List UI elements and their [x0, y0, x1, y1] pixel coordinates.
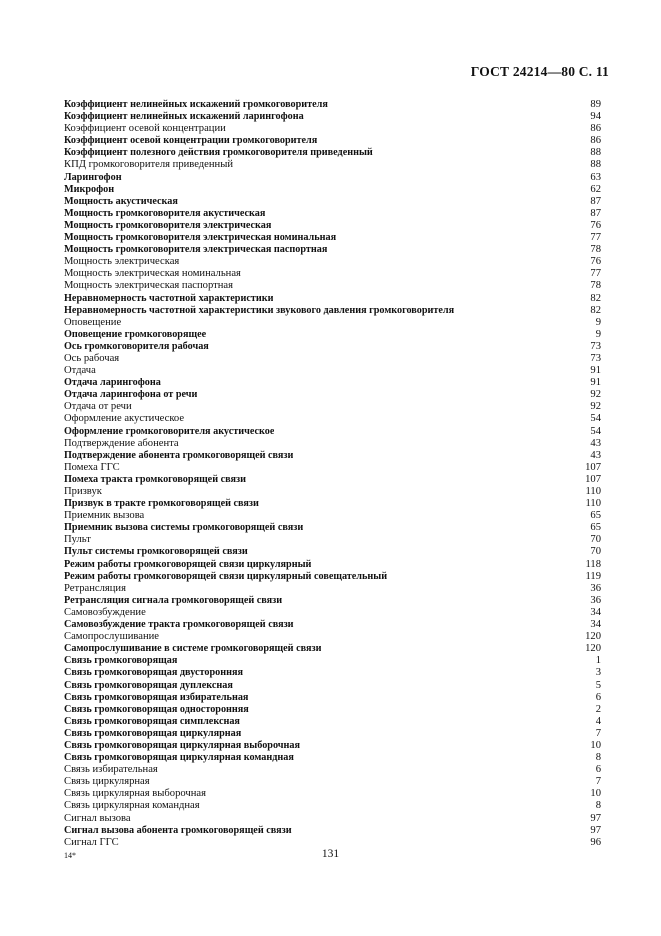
- index-entry-page: 54: [590, 413, 601, 425]
- index-entry-page: 43: [590, 437, 601, 449]
- index-entry-page: 89: [590, 99, 601, 110]
- index-entry-term: Связь циркулярная командная: [64, 800, 200, 812]
- index-entry: [64, 317, 601, 329]
- index-entry: [64, 534, 601, 546]
- index-entry: [64, 498, 601, 510]
- index-entry-page: 107: [585, 473, 601, 485]
- index-entry: [64, 244, 601, 256]
- index-entry-term: Сигнал ГГС: [64, 836, 119, 848]
- index-entry: [64, 571, 601, 583]
- index-entry: [64, 788, 601, 800]
- index-entry-term: Режим работы громкоговорящей связи циркулярный: [64, 558, 312, 570]
- index-entry-term: Сигнал вызова: [64, 812, 131, 824]
- index-entry-term: Помеха ГГС: [64, 461, 120, 473]
- index-entry-page: 92: [590, 401, 601, 413]
- index-entry-term: Связь громкоговорящая дуплексная: [64, 679, 233, 691]
- index-entry-term: Связь громкоговорящая: [64, 655, 178, 667]
- index-entry: [64, 280, 601, 292]
- index-entry-page: 62: [590, 183, 601, 195]
- index-entry-term: Оповещение громкоговорящее: [64, 328, 207, 340]
- index-entry-term: Связь громкоговорящая циркулярная: [64, 727, 242, 739]
- index-entry: [64, 522, 601, 534]
- index-entry-term: Мощность громкоговорителя электрическая номинальная: [64, 232, 337, 244]
- index-entry-page: 86: [590, 123, 601, 135]
- index-entry-page: 43: [590, 449, 601, 461]
- index-entry: [64, 365, 601, 377]
- index-entry-page: 94: [590, 111, 601, 123]
- index-entry: [64, 426, 601, 438]
- index-entry-page: 119: [585, 570, 601, 582]
- index-entry-term: Самовозбуждение: [64, 606, 146, 618]
- index-entry: [64, 184, 601, 196]
- index-entry-page: 6: [595, 764, 601, 776]
- index-entry-term: Связь громкоговорящая циркулярная командная: [64, 752, 294, 764]
- index-entry-term: Отдача ларингофона: [64, 377, 161, 389]
- index-entry-page: 77: [590, 232, 601, 244]
- index-entry: [64, 232, 601, 244]
- index-entry: [64, 486, 601, 498]
- index-entry-term: Подтверждение абонента: [64, 437, 179, 449]
- index-entry-term: Самопрослушивание: [64, 631, 160, 643]
- index-entry-page: 7: [595, 776, 601, 788]
- index-entry-page: 8: [595, 752, 601, 764]
- index-entry-page: 91: [590, 377, 601, 389]
- index-entry-term: Ось громкоговорителя рабочая: [64, 340, 209, 352]
- index-entry-page: 65: [590, 510, 601, 522]
- index-entry-page: 34: [590, 606, 601, 618]
- index-entry-page: 5: [595, 679, 601, 691]
- index-entry-term: Мощность электрическая паспортная: [64, 280, 234, 292]
- index-entry-term: Пульт системы громкоговорящей связи: [64, 546, 248, 558]
- index-entry-term: Связь громкоговорящая двусторонняя: [64, 667, 243, 679]
- index-entry: [64, 583, 601, 595]
- index-entry-term: Оповещение: [64, 316, 122, 328]
- index-entry: [64, 680, 601, 692]
- index-entry: [64, 353, 601, 365]
- index-entry: [64, 510, 601, 522]
- index-entry-page: 65: [590, 522, 601, 534]
- index-entry-term: Коэффициент полезного действия громкоговорителя приведенный: [64, 147, 373, 159]
- index-entry-term: Ось рабочая: [64, 352, 120, 364]
- index-entry: [64, 776, 601, 788]
- index-entry-page: 92: [590, 389, 601, 401]
- index-entry-term: Неравномерность частотной характеристики звукового давления громкоговорителя: [64, 304, 455, 316]
- index-entry: [64, 631, 601, 643]
- index-entry-term: Оформление акустическое: [64, 413, 185, 425]
- index-entry-term: Отдача ларингофона от речи: [64, 389, 198, 401]
- index-entry-page: 96: [590, 836, 601, 848]
- index-entry-term: Связь громкоговорящая циркулярная выборочная: [64, 739, 301, 751]
- index-entry-term: Коэффициент нелинейных искажений громкоговорителя: [64, 99, 328, 110]
- index-entry-page: 70: [590, 546, 601, 558]
- index-entry: [64, 159, 601, 171]
- index-entry: [64, 208, 601, 220]
- index-entry: [64, 172, 601, 184]
- index-entry-page: 91: [590, 365, 601, 377]
- index-entry: [64, 546, 601, 558]
- index-entry-term: Самовозбуждение тракта громкоговорящей связи: [64, 619, 294, 631]
- index-entry-term: Связь громкоговорящая избирательная: [64, 691, 249, 703]
- page-number: 131: [321, 848, 340, 860]
- index-entry: [64, 559, 601, 571]
- index-entry: [64, 462, 601, 474]
- index-entry-page: 107: [585, 461, 601, 473]
- index-entry-page: 77: [590, 268, 601, 280]
- index-entry-page: 73: [590, 340, 601, 352]
- index-entry: [64, 438, 601, 450]
- index-entry: [64, 111, 601, 123]
- index-entry-page: 6: [595, 691, 601, 703]
- index-entry-term: Микрофон: [64, 183, 115, 195]
- index-entry-term: Пульт: [64, 534, 91, 546]
- index-entry: [64, 655, 601, 667]
- index-entry: [64, 825, 601, 837]
- index-entry-page: 78: [590, 244, 601, 256]
- index-entry-page: 120: [585, 631, 601, 643]
- index-entry-term: Приемник вызова: [64, 510, 145, 522]
- index-entry-page: 76: [590, 256, 601, 268]
- index-entry-page: 97: [590, 824, 601, 836]
- index-entry-page: 4: [595, 715, 601, 727]
- index-entry-page: 78: [590, 280, 601, 292]
- index-entry-term: Приемник вызова системы громкоговорящей связи: [64, 522, 304, 534]
- index-entry: [64, 377, 601, 389]
- index-entry-term: Коэффициент осевой концентрации громкоговорителя: [64, 135, 318, 147]
- index-entry: [64, 99, 601, 111]
- index-entry: [64, 595, 601, 607]
- index-entry-page: 3: [595, 667, 601, 679]
- index-entry-page: 87: [590, 207, 601, 219]
- footer-signature-mark: 14*: [64, 851, 76, 860]
- index-entry-page: 2: [595, 703, 601, 715]
- index-entry-term: Отдача: [64, 365, 96, 377]
- index-entry-term: Связь громкоговорящая односторонняя: [64, 703, 249, 715]
- index-entry-term: Подтверждение абонента громкоговорящей связи: [64, 449, 294, 461]
- index-entry-page: 82: [590, 292, 601, 304]
- index-entry-page: 54: [590, 425, 601, 437]
- index-entry: [64, 147, 601, 159]
- index-entry-term: Режим работы громкоговорящей связи циркулярный совещательный: [64, 570, 388, 582]
- index-entry: [64, 123, 601, 135]
- index-entry: [64, 692, 601, 704]
- index-entry-term: Коэффициент осевой концентрации: [64, 123, 226, 135]
- index-entry-page: 9: [595, 328, 601, 340]
- index-entry-page: 110: [585, 486, 601, 497]
- index-entry: [64, 764, 601, 776]
- index-entry: [64, 752, 601, 764]
- index-entry-page: 82: [590, 304, 601, 316]
- index-entry-term: Ретрансляция: [64, 582, 126, 594]
- index-entry: [64, 220, 601, 232]
- index-entry-term: Мощность громкоговорителя электрическая: [64, 219, 272, 231]
- index-entry-term: Мощность электрическая номинальная: [64, 268, 241, 280]
- index-entry-term: Призвук в тракте громкоговорящей связи: [64, 498, 259, 510]
- index-entry-term: Связь громкоговорящая симплексная: [64, 715, 240, 727]
- index-entry-page: 1: [595, 655, 601, 667]
- index-entry-term: Призвук: [64, 486, 102, 497]
- index-entry-page: 73: [590, 352, 601, 364]
- index-entry-term: Связь циркулярная: [64, 776, 150, 788]
- index-entry: [64, 474, 601, 486]
- index-entry-page: 97: [590, 812, 601, 824]
- index-entry: [64, 135, 601, 147]
- index-entry-term: Связь циркулярная выборочная: [64, 788, 206, 800]
- index-entry-term: Оформление громкоговорителя акустическое: [64, 425, 275, 437]
- index-entry: [64, 401, 601, 413]
- index-entry: [64, 837, 601, 849]
- index-entry: [64, 341, 601, 353]
- index-entry-page: 7: [595, 727, 601, 739]
- index-entry: [64, 728, 601, 740]
- index-entry: [64, 413, 601, 425]
- index-entry-term: Коэффициент нелинейных искажений ларингофона: [64, 111, 304, 123]
- page-header: ГОСТ 24214—80 С. 11: [470, 64, 609, 79]
- index-entry-page: 36: [590, 594, 601, 606]
- index-entry-term: Мощность акустическая: [64, 195, 178, 207]
- index-entry: [64, 389, 601, 401]
- index-list: [64, 99, 601, 849]
- index-entry: [64, 268, 601, 280]
- index-entry-term: Мощность громкоговорителя акустическая: [64, 207, 266, 219]
- index-entry: [64, 800, 601, 812]
- index-entry: [64, 704, 601, 716]
- index-entry-page: 88: [590, 147, 601, 159]
- index-entry-term: Неравномерность частотной характеристики: [64, 292, 274, 304]
- index-entry-term: Отдача от речи: [64, 401, 132, 413]
- index-entry: [64, 607, 601, 619]
- index-entry-page: 120: [585, 643, 601, 655]
- index-entry-term: Сигнал вызова абонента громкоговорящей связи: [64, 824, 292, 836]
- index-entry-page: 8: [595, 800, 601, 812]
- index-entry: [64, 293, 601, 305]
- index-entry: [64, 305, 601, 317]
- index-entry-page: 118: [585, 558, 601, 570]
- index-entry-term: Самопрослушивание в системе громкоговорящей связи: [64, 643, 322, 655]
- index-entry: [64, 716, 601, 728]
- index-entry-page: 63: [590, 171, 601, 183]
- index-entry-page: 10: [590, 788, 601, 800]
- index-entry: [64, 740, 601, 752]
- index-entry: [64, 643, 601, 655]
- index-entry: [64, 667, 601, 679]
- index-entry-term: Связь избирательная: [64, 764, 158, 776]
- index-entry-term: КПД громкоговорителя приведенный: [64, 159, 234, 171]
- index-entry-page: 110: [585, 498, 601, 510]
- index-entry: [64, 813, 601, 825]
- index-entry: [64, 619, 601, 631]
- index-entry-page: 86: [590, 135, 601, 147]
- index-entry-page: 34: [590, 619, 601, 631]
- index-entry-page: 87: [590, 195, 601, 207]
- index-entry-term: Помеха тракта громкоговорящей связи: [64, 473, 246, 485]
- index-entry-term: Ларингофон: [64, 171, 122, 183]
- index-entry: [64, 256, 601, 268]
- index-entry-page: 36: [590, 582, 601, 594]
- index-entry-page: 70: [590, 534, 601, 546]
- index-entry-term: Ретрансляция сигнала громкоговорящей связи: [64, 594, 283, 606]
- index-entry-page: 10: [590, 739, 601, 751]
- index-entry-page: 88: [590, 159, 601, 171]
- index-entry: [64, 450, 601, 462]
- index-entry-term: Мощность электрическая: [64, 256, 180, 268]
- index-entry: [64, 329, 601, 341]
- index-entry-term: Мощность громкоговорителя электрическая паспортная: [64, 244, 328, 256]
- index-entry-page: 76: [590, 219, 601, 231]
- index-entry: [64, 196, 601, 208]
- index-entry-page: 9: [595, 316, 601, 328]
